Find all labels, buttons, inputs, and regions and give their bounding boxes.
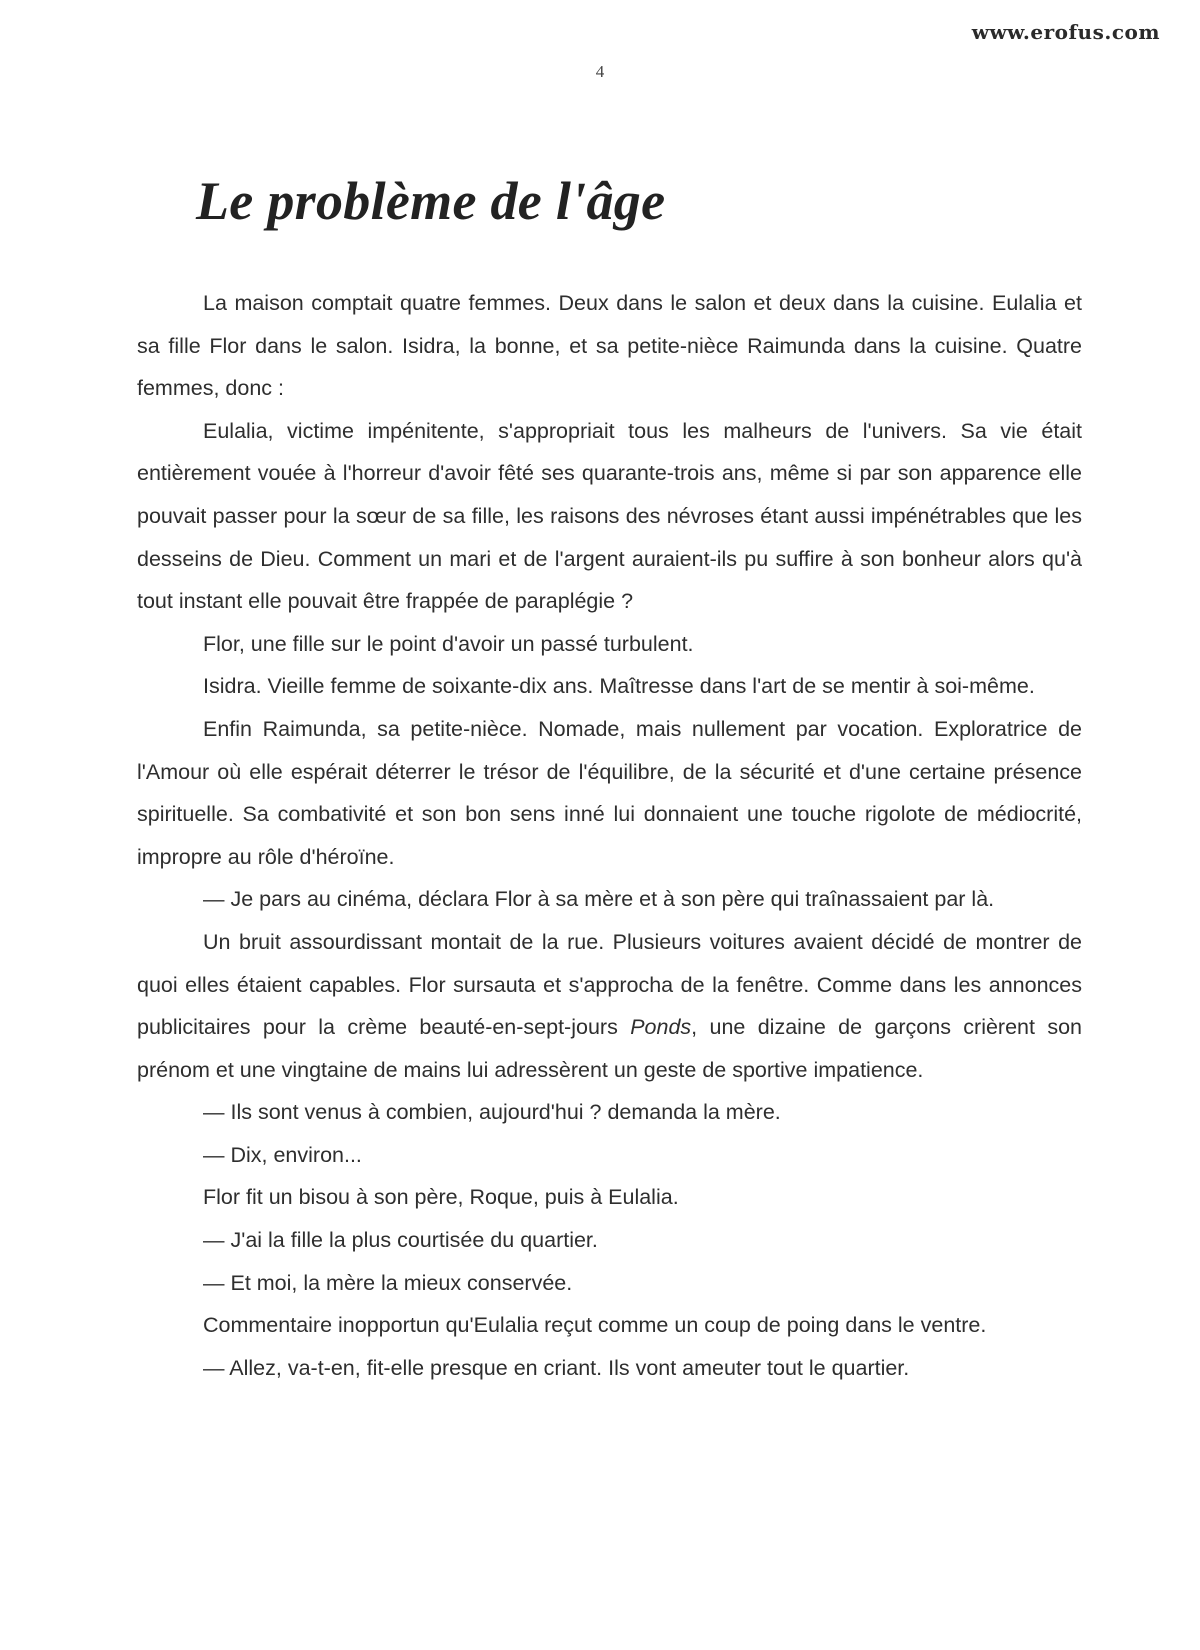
paragraph-6: — Je pars au cinéma, déclara Flor à sa mère et à son père qui traînassaient par là. <box>203 887 995 912</box>
paragraph-7-end: , une dizaine de garçons crièrent son prénom et une vingtaine de mains lui adressèrent un geste de sportive impatience. <box>137 1015 1083 1082</box>
brand-name: Ponds <box>630 1015 692 1040</box>
paragraph-9: — Dix, environ... <box>203 1142 362 1167</box>
paragraph-14: — Allez, va-t-en, fit-elle presque en criant. Ils vont ameuter tout le quartier. <box>203 1355 910 1380</box>
paragraph-2: Eulalia, victime impénitente, s'appropriait tous les malheurs de l'univers. Sa vie était entièrement vouée à l'horreur d'avoir fêté ses quarante-trois ans, même si par son apparence elle pouvait passer pour la sœur de sa fille, les raisons des névroses étant aussi impénétrables que les desseins de Dieu. Comment un mari et de l'argent auraient-ils pu suffire à son bonheur alors qu'à tout instant elle pouvait être frappée de paraplégie ? <box>137 418 1082 614</box>
paragraph-11: — J'ai la fille la plus courtisée du quartier. <box>203 1228 598 1253</box>
paragraph-7 <box>137 921 1082 1091</box>
paragraph-13: Commentaire inopportun qu'Eulalia reçut comme un coup de poing dans le ventre. <box>203 1313 987 1338</box>
paragraph-5: Enfin Raimunda, sa petite-nièce. Nomade, mais nullement par vocation. Exploratrice de l'Amour où elle espérait déterrer le trésor de l'équilibre, de la sécurité et d'une certaine présence spirituelle. Sa combativité et son bon sens inné lui donnaient une touche rigolote de médiocrité, impropre au rôle d'héroïne. <box>137 716 1082 869</box>
paragraph-10: Flor fit un bisou à son père, Roque, puis à Eulalia. <box>203 1185 679 1210</box>
watermark: www.erofus.com <box>971 20 1160 44</box>
paragraph-4: Isidra. Vieille femme de soixante-dix ans. Maîtresse dans l'art de se mentir à soi-même. <box>203 674 1035 699</box>
body-text <box>137 282 1082 1389</box>
page-number: 4 <box>595 62 605 81</box>
chapter-title: Le problème de l'âge <box>196 171 666 231</box>
paragraph-12: — Et moi, la mère la mieux conservée. <box>203 1270 573 1295</box>
paragraph-1: La maison comptait quatre femmes. Deux dans le salon et deux dans la cuisine. Eulalia et sa fille Flor dans le salon. Isidra, la bonne, et sa petite-nièce Raimunda dans la cuisine. Quatre femmes, donc : <box>137 291 1082 401</box>
paragraph-7-start: Un bruit assourdissant montait de la rue. Plusieurs voitures avaient décidé de montrer de quoi elles étaient capables. Flor sursauta et s'approcha de la fenêtre. Comme dans les annonces publicitaires pour la crème beauté-en-sept-jours <box>137 929 1082 1040</box>
paragraph-3: Flor, une fille sur le point d'avoir un passé turbulent. <box>203 631 694 656</box>
paragraph-8: — Ils sont venus à combien, aujourd'hui ? demanda la mère. <box>203 1100 781 1125</box>
